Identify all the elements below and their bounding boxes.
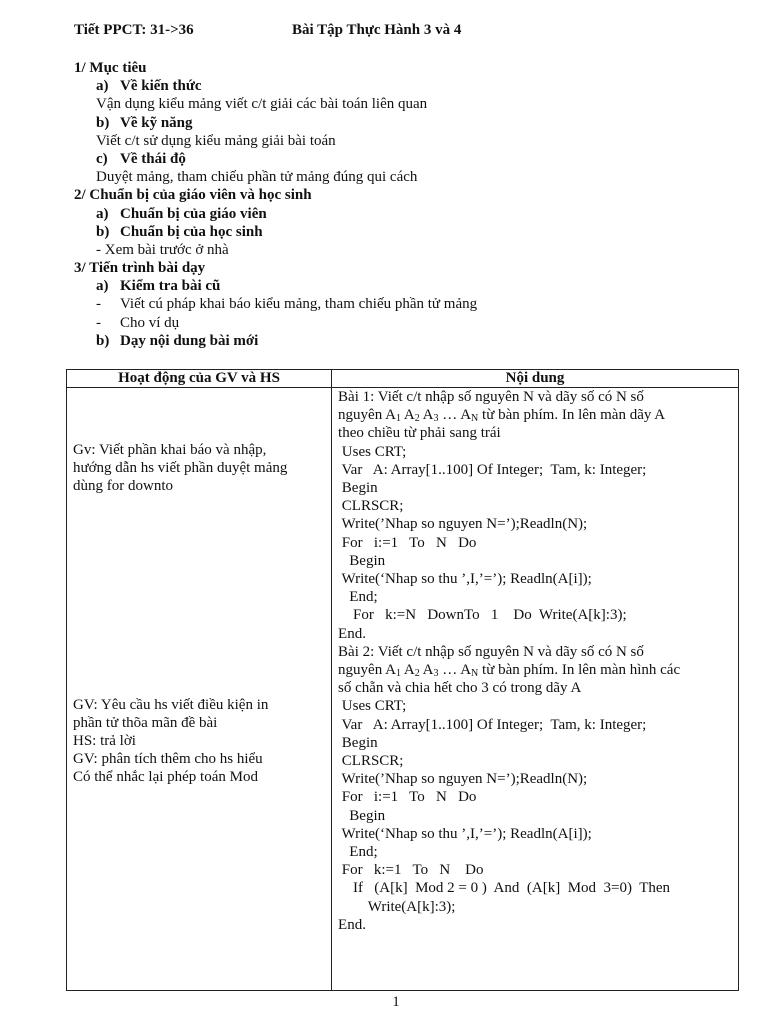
outline-marker: c)	[96, 150, 108, 167]
exercise-1-intro-line-3: theo chiều từ phải sang trái	[338, 425, 501, 442]
code-line: If (A[k] Mod 2 = 0 ) And (A[k] Mod 3=0) Then	[338, 880, 671, 897]
teacher-note-line: Có thể nhắc lại phép toán Mod	[73, 769, 258, 785]
outline-line	[74, 241, 734, 259]
teacher-note-line: dùng for downto	[73, 478, 173, 494]
teacher-note-line: hướng dẫn hs viết phần duyệt mảng	[73, 460, 288, 476]
teacher-notes-2	[73, 696, 331, 786]
activities-cell	[67, 388, 332, 991]
code-line: Var A: Array[1..100] Of Integer; Tam, k: Integer;	[338, 716, 647, 733]
outline-line	[74, 150, 734, 168]
exercise-1-code	[338, 443, 738, 643]
code-line: For k:=1 To N Do	[338, 862, 484, 879]
code-line: Begin	[338, 807, 386, 824]
outline-marker: a)	[96, 278, 109, 295]
code-line: Write(’Nhap so nguyen N=’);Readln(N);	[338, 516, 588, 533]
outline-marker: -	[96, 296, 101, 313]
outline-text: Dạy nội dung bài mới	[120, 332, 259, 349]
code-line: Uses CRT;	[338, 698, 407, 715]
code-line: For i:=1 To N Do	[338, 789, 477, 806]
code-line: Var A: Array[1..100] Of Integer; Tam, k: Integer;	[338, 461, 647, 478]
teacher-notes-1	[73, 441, 331, 495]
outline-marker: a)	[96, 205, 109, 222]
teacher-note-line: GV: phân tích thêm cho hs hiểu	[73, 751, 263, 767]
teacher-note-line: HS: trả lời	[73, 733, 136, 749]
outline-line	[74, 132, 734, 150]
outline-line	[74, 205, 734, 223]
exercise-2-code	[338, 697, 738, 934]
outline-text: 1/ Mục tiêu	[74, 60, 147, 76]
code-line: For i:=1 To N Do	[338, 534, 477, 551]
exercise-2-intro-line-1: Bài 2: Viết c/t nhập số nguyên N và dãy số có N số	[338, 643, 644, 660]
outline-line	[74, 295, 734, 313]
content-cell	[332, 388, 739, 991]
lesson-table	[66, 369, 739, 991]
page-number: 1	[392, 994, 400, 1010]
code-line: End;	[338, 589, 378, 606]
code-line: Write(’Nhap so nguyen N=’);Readln(N);	[338, 771, 588, 788]
outline-text: Vận dụng kiểu mảng viết c/t giải các bài toán liên quan	[96, 96, 428, 113]
outline-text: Duyệt mảng, tham chiếu phần tử mảng đúng qui cách	[96, 169, 418, 186]
code-line: End.	[338, 916, 366, 933]
outline-text: Về thái độ	[120, 150, 186, 167]
code-line: CLRSCR;	[338, 753, 404, 770]
outline-line	[74, 77, 734, 95]
outline-text: Chuẩn bị của giáo viên	[120, 205, 267, 222]
document-title: Bài Tập Thực Hành 3 và 4	[292, 22, 462, 38]
outline-text: Viết cú pháp khai báo kiểu mảng, tham chiếu phần tử mảng	[120, 296, 478, 313]
outline-line	[74, 186, 734, 204]
code-line: Write(‘Nhap so thu ’,I,’=’); Readln(A[i]);	[338, 571, 592, 588]
code-line: For k:=N DownTo 1 Do Write(A[k]:3);	[338, 607, 627, 624]
table-header-content: Nội dung	[332, 370, 739, 388]
code-line: End;	[338, 844, 378, 861]
outline-text: Về kiến thức	[120, 78, 202, 95]
outline-line	[74, 114, 734, 132]
exercise-1-intro-line-2: nguyên $A_1$ $A_2$ $A_3$ … $A_N$ từ bàn phím. In lên màn dãy A	[338, 407, 666, 425]
outline-line	[74, 95, 734, 113]
table-header-activities: Hoạt động của GV và HS	[67, 370, 332, 388]
table-body-row	[67, 388, 739, 991]
table-header-row	[67, 370, 739, 388]
code-line: Begin	[338, 480, 378, 497]
teacher-note-line: phần tử thõa mãn đề bài	[73, 715, 218, 731]
lesson-outline	[74, 59, 734, 350]
exercise-2-intro-line-2: nguyên $A_1$ $A_2$ $A_3$ … $A_N$ từ bàn phím. In lên màn hình các	[338, 662, 681, 680]
outline-text: Về kỹ năng	[120, 114, 193, 131]
outline-line	[74, 168, 734, 186]
outline-text: Chuẩn bị của học sinh	[120, 223, 263, 240]
outline-line	[74, 314, 734, 332]
outline-marker: b)	[96, 332, 110, 349]
code-line: Write(‘Nhap so thu ’,I,’=’); Readln(A[i]);	[338, 825, 592, 842]
outline-text: Kiểm tra bài cũ	[120, 278, 221, 295]
code-line: CLRSCR;	[338, 498, 404, 515]
code-line: Write(A[k]:3);	[338, 898, 456, 915]
outline-marker: a)	[96, 78, 109, 95]
code-line: Begin	[338, 552, 386, 569]
exercise-2-intro-line-3: số chẵn và chia hết cho 3 có trong dãy A	[338, 680, 582, 697]
outline-text: Viết c/t sử dụng kiểu mảng giải bài toán	[96, 132, 336, 149]
outline-text: 2/ Chuẩn bị của giáo viên và học sinh	[74, 187, 312, 204]
outline-line	[74, 277, 734, 295]
outline-line	[74, 59, 734, 77]
outline-text: - Xem bài trước ở nhà	[96, 241, 229, 258]
outline-marker: -	[96, 314, 101, 331]
outline-line	[74, 223, 734, 241]
code-line: Begin	[338, 734, 378, 751]
outline-marker: b)	[96, 114, 110, 131]
outline-text: 3/ Tiến trình bài dạy	[74, 260, 206, 277]
teacher-note-line: Gv: Viết phần khai báo và nhập,	[73, 442, 267, 458]
outline-text: Cho ví dụ	[120, 314, 180, 331]
exercise-1-intro-line-1: Bài 1: Viết c/t nhập số nguyên N và dãy số có N số	[338, 389, 644, 405]
code-line: End.	[338, 625, 366, 642]
code-line: Uses CRT;	[338, 443, 407, 460]
lesson-code: Tiết PPCT: 31->36	[74, 22, 194, 38]
outline-line	[74, 259, 734, 277]
outline-line	[74, 332, 734, 350]
teacher-note-line: GV: Yêu cầu hs viết điều kiện in	[73, 697, 269, 713]
outline-marker: b)	[96, 223, 110, 240]
